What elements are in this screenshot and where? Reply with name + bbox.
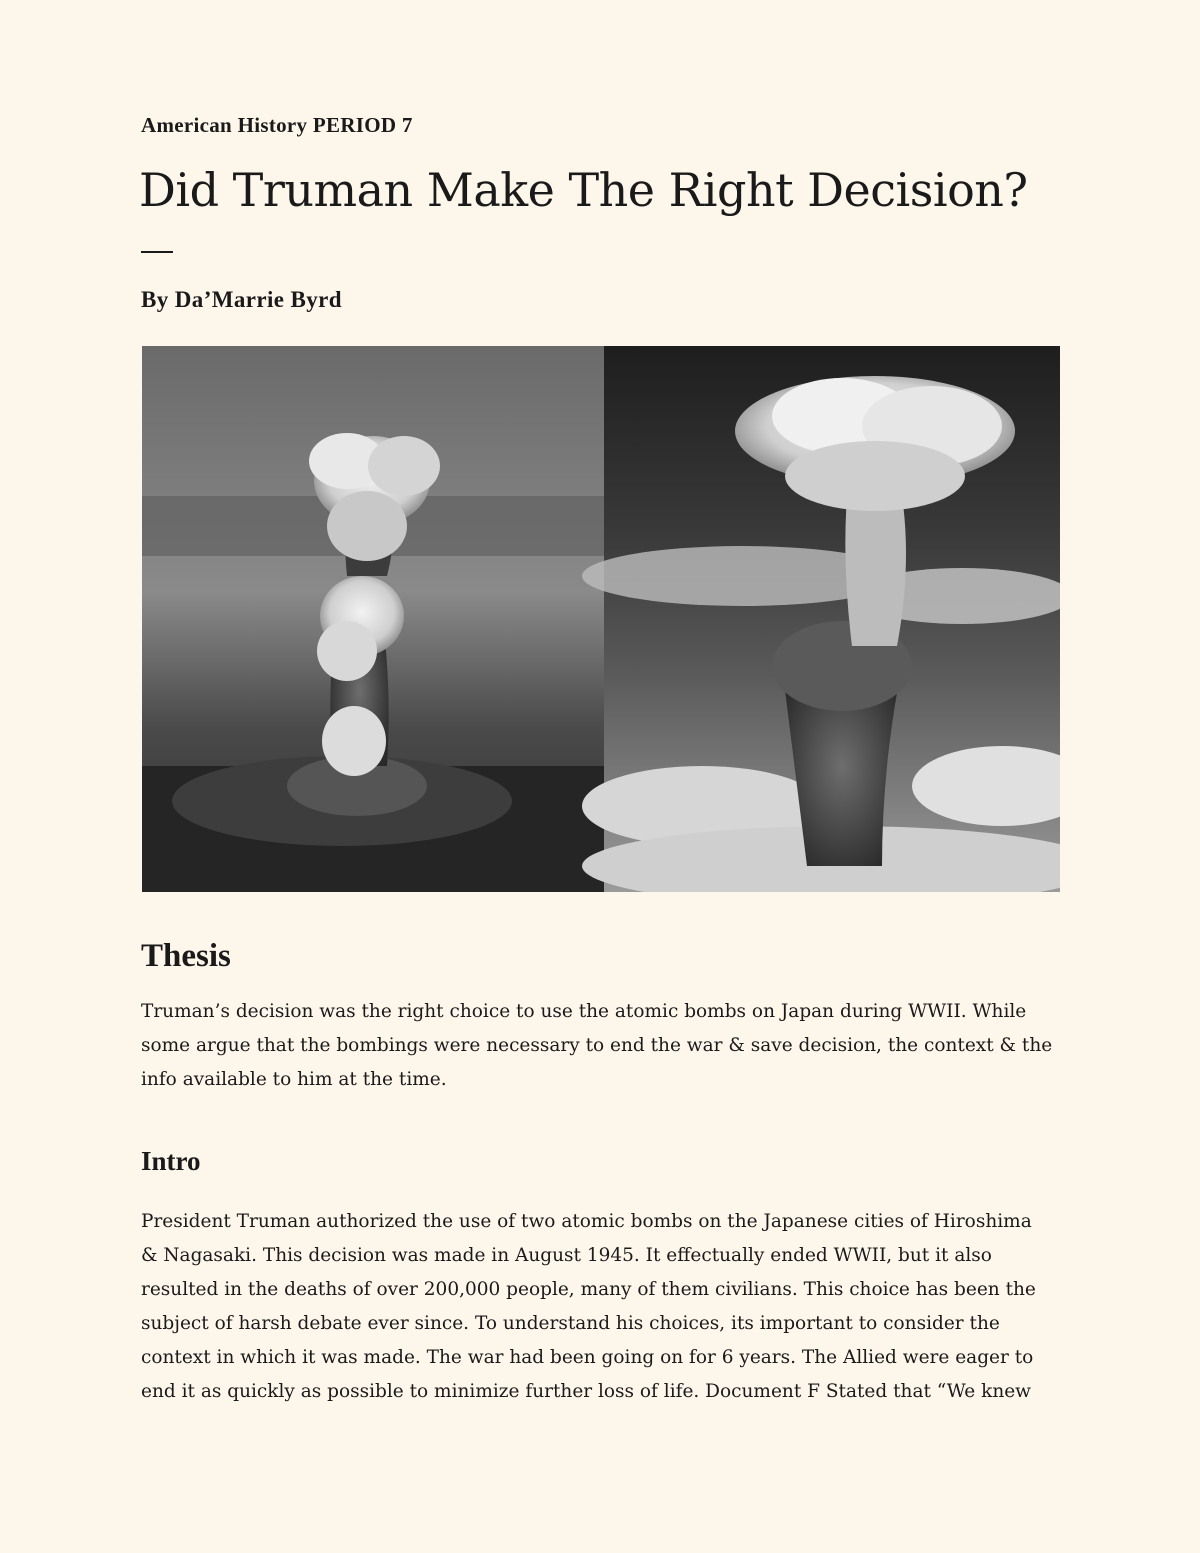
text-line: info available to him at the time.	[141, 1069, 447, 1090]
text-line: President Truman authorized the use of two atomic bombs on the Japanese cities of Hiroshima	[141, 1211, 1032, 1232]
text-line: & Nagasaki. This decision was made in August 1945. It effectually ended WWII, but it also	[141, 1245, 992, 1266]
text-line: subject of harsh debate ever since. To understand his choices, its important to consider the	[141, 1313, 1000, 1334]
course-label: American History PERIOD 7	[141, 113, 413, 137]
page-title: Did Truman Make The Right Decision?	[139, 163, 1028, 217]
intro-heading: Intro	[141, 1146, 201, 1176]
hiroshima-cloud-photo	[142, 346, 604, 892]
text-line: context in which it was made. The war had been going on for 6 years. The Allied were eager to	[141, 1347, 1034, 1368]
text-line: resulted in the deaths of over 200,000 people, many of them civilians. This choice has been the	[141, 1279, 1036, 1300]
mushroom-cloud-photos	[142, 346, 1060, 892]
nagasaki-cloud-photo	[582, 346, 1060, 892]
intro-paragraph	[141, 1205, 1066, 1409]
title-divider	[141, 251, 173, 253]
text-line: end it as quickly as possible to minimize further loss of life. Document F Stated that “We knew	[141, 1381, 1032, 1402]
text-line: some argue that the bombings were necessary to end the war & save decision, the context & the	[141, 1035, 1053, 1056]
author-byline: By Da’Marrie Byrd	[141, 287, 342, 312]
text-line: Truman’s decision was the right choice to use the atomic bombs on Japan during WWII. While	[141, 1001, 1027, 1022]
thesis-paragraph	[141, 995, 1066, 1097]
thesis-heading: Thesis	[141, 938, 231, 974]
